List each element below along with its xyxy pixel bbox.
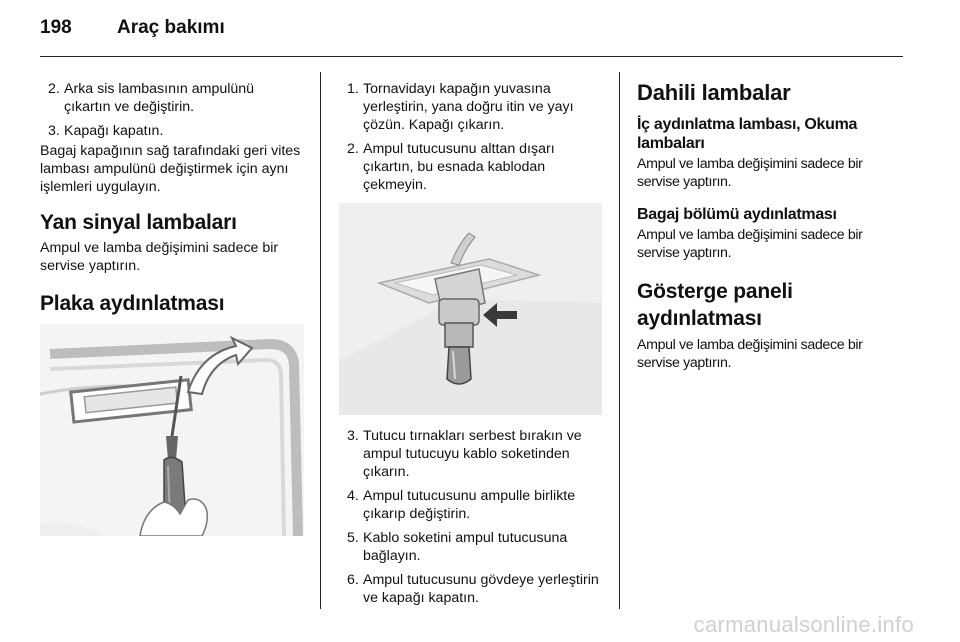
heading-instrument-panel-illumination: Gösterge paneli aydınlatması xyxy=(637,280,793,330)
step-text: Ampul tutucusunu alttan dışarı çıkartın, bu esnada kablodan çekmeyin. xyxy=(363,141,555,193)
step-1 xyxy=(339,80,605,134)
column-divider-1 xyxy=(320,72,321,609)
step-number: 1. xyxy=(347,81,359,97)
step-text: Tutucu tırnakları serbest bırakın ve ampul tutucuyu kablo soketinden çıkarın. xyxy=(363,428,582,480)
page-number: 198 xyxy=(40,17,72,38)
heading-side-indicators: Yan sinyal lambaları xyxy=(40,211,237,234)
step-5 xyxy=(339,529,605,565)
column-left xyxy=(40,80,304,536)
page-header xyxy=(0,0,960,60)
step-text: Kablo soketini ampul tutucusuna bağlayın. xyxy=(363,530,568,564)
column-right xyxy=(637,80,905,378)
column-middle xyxy=(339,80,605,613)
bulb-holder-drawing xyxy=(339,203,602,415)
step-number: 6. xyxy=(347,572,359,588)
step-text: Tornavidayı kapağın yuvasına yerleştirin, yana doğru itin ve yayı çözün. Kapağı çıkarın. xyxy=(363,81,574,133)
page-title: Araç bakımı xyxy=(117,17,225,38)
heading-courtesy-reading-lights: İç aydınlatma lambası, Okuma lambaları xyxy=(637,116,858,152)
heading-load-compartment-light: Bagaj bölümü aydınlatması xyxy=(637,206,837,223)
step-6 xyxy=(339,571,605,607)
load-compartment-text: Ampul ve lamba değişimini sadece bir servise yaptırın. xyxy=(637,227,863,261)
step-3 xyxy=(339,427,605,481)
step-4 xyxy=(339,487,605,523)
header-divider xyxy=(40,56,903,57)
step-text: Arka sis lambasının ampulünü çıkartın ve değiştirin. xyxy=(64,81,255,115)
step-number: 5. xyxy=(347,530,359,546)
license-plate-illustration xyxy=(40,324,304,536)
side-indicators-text: Ampul ve lamba değişimini sadece bir servise yaptırın. xyxy=(40,240,279,274)
watermark: carmanualsonline.info xyxy=(693,612,914,637)
step-text: Kapağı kapatın. xyxy=(64,123,164,139)
step-text: Ampul tutucusunu ampulle birlikte çıkarıp değiştirin. xyxy=(363,488,576,522)
courtesy-lights-text: Ampul ve lamba değişimini sadece bir servise yaptırın. xyxy=(637,156,863,190)
step-3 xyxy=(40,122,304,140)
heading-interior-lights: Dahili lambalar xyxy=(637,80,791,105)
step-number: 2. xyxy=(48,81,60,97)
screwdriver-illustration xyxy=(40,324,304,536)
step-text: Ampul tutucusunu gövdeye yerleştirin ve kapağı kapatın. xyxy=(363,572,599,606)
step-number: 4. xyxy=(347,488,359,504)
column-divider-2 xyxy=(619,72,620,609)
heading-license-plate-light: Plaka aydınlatması xyxy=(40,292,225,315)
step-number: 2. xyxy=(347,141,359,157)
bulb-holder-illustration xyxy=(339,203,602,415)
step-number: 3. xyxy=(48,123,60,139)
step-2 xyxy=(339,140,605,194)
reverse-light-note: Bagaj kapağının sağ tarafındaki geri vites lambası ampulünü değiştirmek için aynı işlemleri uygulayın. xyxy=(40,143,301,195)
instrument-panel-text: Ampul ve lamba değişimini sadece bir servise yaptırın. xyxy=(637,337,863,371)
step-number: 3. xyxy=(347,428,359,444)
step-2 xyxy=(40,80,304,116)
